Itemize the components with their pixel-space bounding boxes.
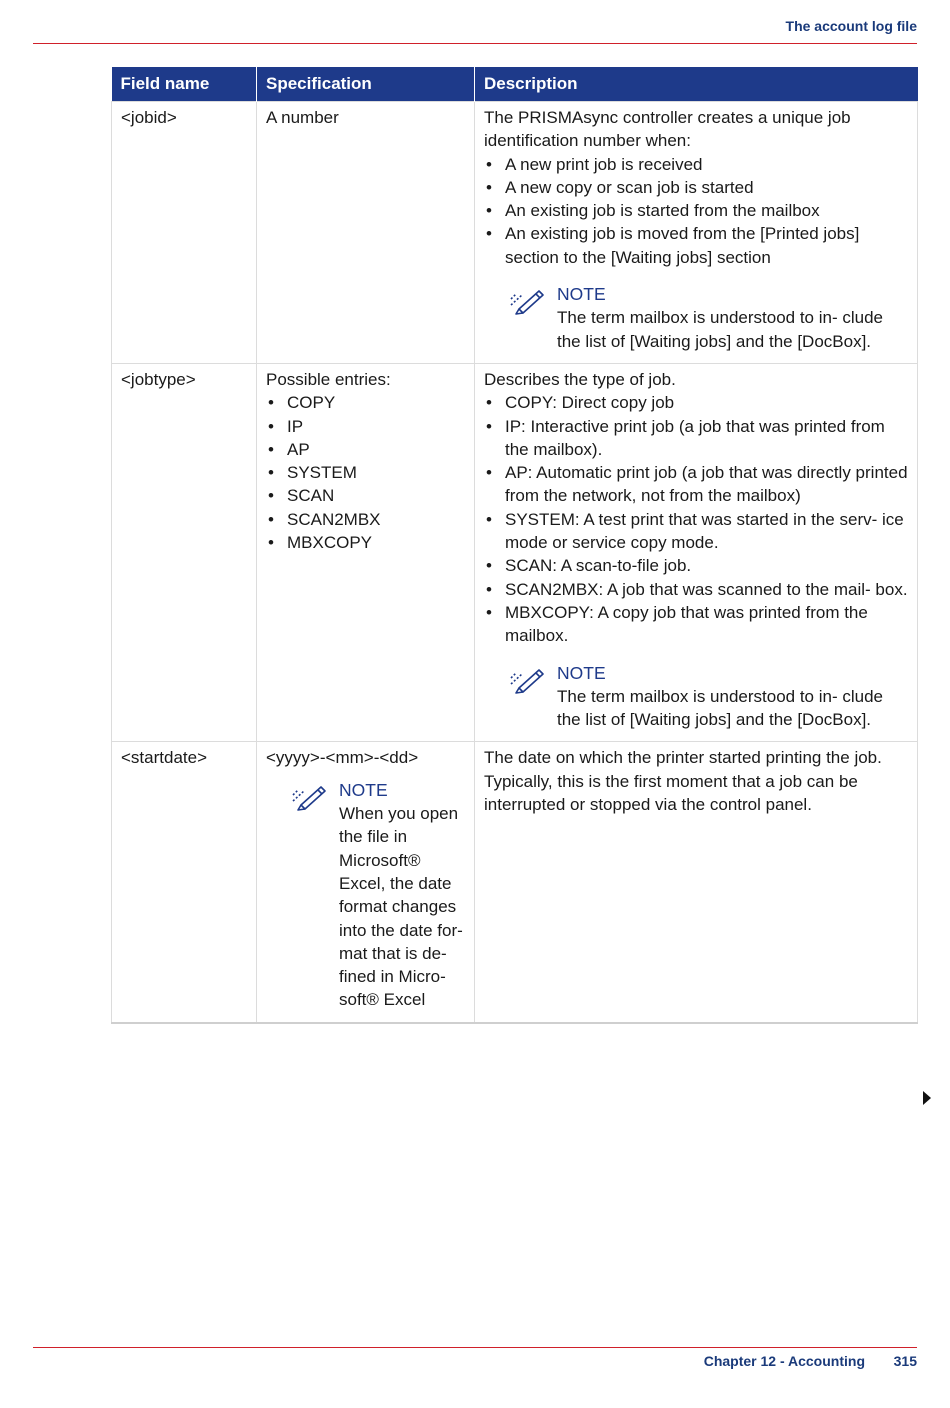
description-cell [475,363,918,741]
specification-intro: Possible entries: [266,369,391,389]
column-header-specification: Specification [257,67,475,102]
field-name-cell: <jobid> [112,102,257,364]
list-item: • A new print job is received [484,153,908,176]
specification-list [266,391,465,554]
list-item: • A new copy or scan job is started [484,176,908,199]
list-item: • An existing job is started from the mailbox [484,199,908,222]
continue-arrow-icon [923,1091,931,1105]
list-item: • An existing job is moved from the [Printed jobs] section to the [Waiting jobs] section [484,222,908,269]
note-title: NOTE [557,284,606,305]
account-log-fields-table [111,67,918,1024]
table-row [112,742,918,1023]
note-box [484,283,908,353]
page-number: 315 [893,1353,917,1369]
pencil-icon [292,779,339,1012]
list-item: • AP [266,438,465,461]
list-item: • MBXCOPY: A copy job that was printed from the mailbox. [484,601,908,648]
specification-cell [257,363,475,741]
field-name-cell: <startdate> [112,742,257,1023]
list-item: • AP: Automatic print job (a job that was directly printed from the network, not from the mailbox) [484,461,908,508]
list-item: • SYSTEM: A test print that was started in the serv- ice mode or service copy mode. [484,508,908,555]
table-header-row [112,67,918,102]
description-list [484,153,908,269]
description-intro: Describes the type of job. [484,369,676,389]
pencil-icon [510,283,557,353]
list-item: • COPY: Direct copy job [484,391,908,414]
list-item: • SCAN2MBX [266,508,465,531]
note-text: The term mailbox is understood to in- clude the list of [Waiting jobs] and the [DocBox]. [557,686,883,730]
list-item: • IP: Interactive print job (a job that was printed from the mailbox). [484,415,908,462]
pencil-icon [510,662,557,732]
list-item: • IP [266,415,465,438]
note-box [266,779,465,1012]
note-text: The term mailbox is understood to in- clude the list of [Waiting jobs] and the [DocBox]. [557,308,883,351]
list-item: • MBXCOPY [266,531,465,554]
description-intro: The PRISMAsync controller creates a unique job identification number when: [484,108,851,151]
field-name-cell: <jobtype> [112,363,257,741]
footer-rule [33,1347,917,1348]
note-box [484,662,908,732]
column-header-description: Description [475,67,918,102]
note-title: NOTE [339,779,388,800]
specification-value: <yyyy>-<mm>-<dd> [266,748,419,768]
specification-cell: A number [257,102,475,364]
table-row [112,102,918,364]
description-cell [475,102,918,364]
column-header-field-name: Field name [112,67,257,102]
note-text: When you open the file in Microsoft® Excel, the date format changes into the date for- mat that is de- fined in Micro- soft® Excel [339,804,463,1010]
note-title: NOTE [557,662,606,683]
table-row [112,363,918,741]
specification-cell [257,742,475,1023]
list-item: • SCAN [266,484,465,507]
list-item: • COPY [266,391,465,414]
header-rule [33,43,917,44]
running-header-title: The account log file [785,18,917,34]
list-item: • SCAN2MBX: A job that was scanned to the mail- box. [484,578,908,601]
description-cell: The date on which the printer started printing the job. Typically, this is the first moment that a job can be interrupted or stopped via the control panel. [475,742,918,1023]
list-item: • SYSTEM [266,461,465,484]
description-list [484,391,908,647]
list-item: • SCAN: A scan-to-file job. [484,554,908,577]
footer-chapter: Chapter 12 - Accounting [703,1353,865,1369]
